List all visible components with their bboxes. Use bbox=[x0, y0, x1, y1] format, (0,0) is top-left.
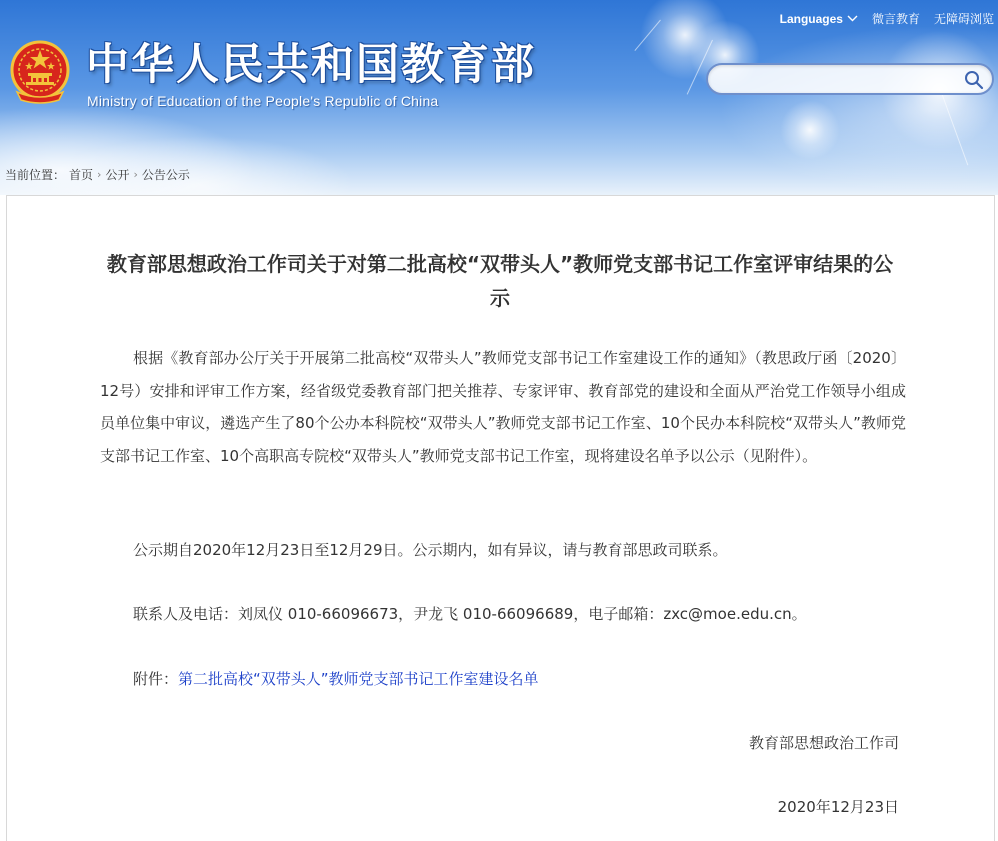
languages-menu[interactable] bbox=[780, 12, 858, 26]
attachment-paragraph bbox=[100, 663, 906, 696]
weibo-link[interactable]: 微言教育 bbox=[871, 12, 920, 26]
article-paragraph: 联系人及电话：刘凤仪 010-66096673，尹龙飞 010-66096689，电子邮箱：zxc@moe.edu.cn。 bbox=[133, 605, 807, 623]
site-header bbox=[0, 0, 998, 195]
breadcrumb-notices[interactable]: 公告公示 bbox=[141, 168, 190, 182]
breadcrumb-label: 当前位置： bbox=[5, 168, 66, 182]
attachment-label: 附件： bbox=[133, 670, 179, 688]
breadcrumb-home[interactable]: 首页 bbox=[69, 168, 94, 182]
languages-label: Languages bbox=[779, 11, 843, 26]
site-subtitle: Ministry of Education of the People's Republic of China bbox=[87, 93, 439, 109]
signature-date: 2020年12月23日 bbox=[777, 798, 899, 816]
breadcrumb bbox=[5, 166, 190, 183]
national-emblem-icon bbox=[9, 40, 71, 106]
site-title[interactable]: 中华人民共和国教育部 bbox=[86, 40, 536, 90]
top-links bbox=[780, 10, 994, 27]
chevron-down-icon bbox=[847, 15, 858, 22]
article-panel bbox=[6, 195, 995, 841]
article-title: 教育部思想政治工作司关于对第二批高校“双带头人”教师党支部书记工作室评审结果的公示 bbox=[106, 252, 894, 310]
accessibility-link[interactable]: 无障碍浏览 bbox=[933, 12, 994, 26]
article-paragraph: 根据《教育部办公厅关于开展第二批高校“双带头人”教师党支部书记工作室建设工作的通知》（教思政厅函〔2020〕12号）安排和评审工作方案，经省级党委教育部门把关推荐、专家评审、教育部党的建设和全面从严治党工作领导小组成员单位集中审议，遴选产生了80个公办本科院校“双带头人”教师党支部书记工作室、10个民办本科院校“双带头人”教师党支部书记工作室、10个高职高专院校“双带头人”教师党支部书记工作室，现将建设名单予以公示（见附件）。 bbox=[100, 349, 906, 465]
signature-organization: 教育部思想政治工作司 bbox=[748, 734, 899, 752]
attachment-link[interactable]: 第二批高校“双带头人”教师党支部书记工作室建设名单 bbox=[178, 670, 539, 688]
breadcrumb-public[interactable]: 公开 bbox=[105, 168, 130, 182]
chevron-right-icon: › bbox=[133, 168, 138, 181]
dandelion-decoration bbox=[780, 100, 840, 160]
article-paragraph: 公示期自2020年12月23日至12月29日。公示期内，如有异议，请与教育部思政司联系。 bbox=[133, 541, 728, 559]
search-box bbox=[706, 63, 994, 95]
search-input[interactable] bbox=[722, 69, 962, 89]
chevron-right-icon: › bbox=[97, 168, 102, 181]
search-icon[interactable] bbox=[964, 70, 984, 90]
